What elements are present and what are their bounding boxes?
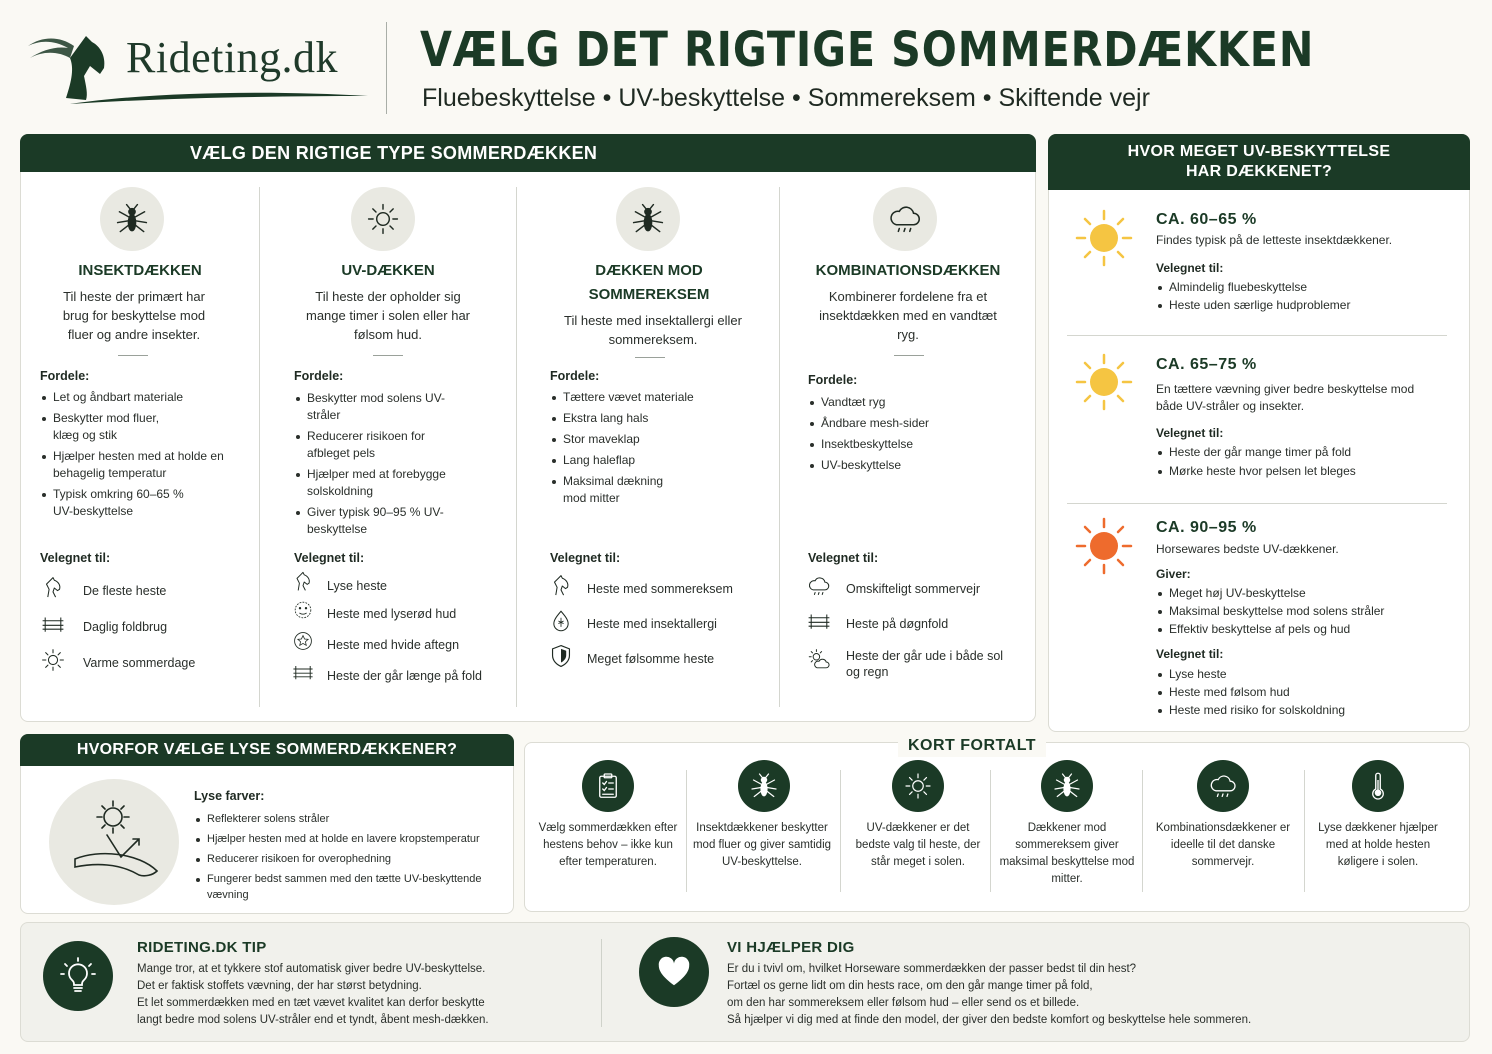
logo-swoosh — [70, 88, 370, 108]
horse-head-icon — [40, 575, 66, 601]
type-column-insect — [21, 187, 259, 707]
horse-head-icon — [291, 570, 315, 594]
page-title: VÆLG DET RIGTIGE SOMMERDÆKKEN — [420, 22, 1315, 78]
advantages-label: Fordele: — [550, 369, 600, 383]
column-divider — [990, 770, 991, 892]
help-heading: VI HJÆLPER DIG — [727, 939, 855, 956]
suitable-label: Velegnet til: — [550, 551, 621, 565]
gives-label: Giver: — [1156, 567, 1191, 581]
why-list — [194, 811, 504, 907]
summary-item: Kombinationsdækkener er ideelle til det danske sommervejr. — [1155, 822, 1291, 868]
column-divider — [686, 770, 687, 892]
suitable-item: Omskifteligt sommervejr — [846, 582, 981, 596]
tip-text — [137, 961, 557, 1029]
page-subtitle: Fluebeskyttelse • UV-beskyttelse • Sommereksem • Skiftende vejr — [422, 84, 1150, 112]
sensitive-skin-icon — [291, 598, 315, 622]
uv-level-desc: En tættere vævning giver bedre beskyttelse mod både UV-stråler og insekter. — [1156, 382, 1415, 413]
help-text — [727, 961, 1457, 1029]
cloud-rain-icon — [1197, 760, 1249, 812]
types-banner: VÆLG DEN RIGTIGE TYPE SOMMERDÆKKEN — [20, 134, 1036, 172]
suitable-item: De fleste heste — [83, 584, 167, 598]
sun-icon — [40, 647, 66, 673]
suitable-item: Heste med insektallergi — [587, 617, 717, 631]
uv-level-heading: CA. 90–95 % — [1156, 519, 1257, 536]
suitable-item: Lyse heste — [327, 579, 387, 593]
help-line: Er du i tvivl om, hvilket Horseware sommerdækken der passer bedst til din hest? — [727, 963, 1137, 975]
list-item: Effektiv beskyttelse af pels og hud — [1156, 621, 1456, 638]
suitable-item: Heste med hvide aftegn — [327, 638, 460, 652]
help-line: Fortæl os gerne lidt om din hests race, om den går mange timer på fold, — [727, 980, 1093, 992]
suitable-label: Velegnet til: — [808, 551, 879, 565]
checklist-icon — [582, 760, 634, 812]
uv-level-desc: Horsewares bedste UV-dækkener. — [1156, 542, 1339, 556]
sun-icon — [351, 187, 415, 251]
suitable-item: Heste der går længe på fold — [327, 669, 482, 683]
list-item: Beskytter mod fluer, klæg og stik — [40, 410, 165, 444]
list-item: Tættere vævet materiale — [550, 389, 730, 406]
fly-icon — [616, 187, 680, 251]
summary-item: Insektdækkener beskytter mod fluer og giver samtidig UV-beskyttelse. — [692, 822, 832, 868]
list-item: Stor maveklap — [550, 431, 730, 448]
list-item: Reducerer risikoen for afbleget pels — [294, 428, 459, 462]
sun-yellow-icon — [1073, 351, 1135, 413]
type-column-combination — [780, 187, 1036, 707]
suitable-label: Velegnet til: — [40, 551, 111, 565]
type-column-uv — [260, 187, 516, 707]
summary-title: KORT FORTALT — [898, 735, 1046, 757]
suitable-item: Heste der går ude i både sol og regn — [846, 649, 1004, 679]
why-banner: HVORFOR VÆLGE LYSE SOMMERDÆKKENER? — [20, 734, 514, 766]
list-item: Hjælper med at forebygge solskoldning — [294, 466, 459, 500]
uv-protection-card — [1048, 134, 1470, 732]
suitable-item: Heste med sommereksem — [587, 582, 733, 596]
bottom-panel — [20, 922, 1470, 1042]
column-divider — [1304, 770, 1305, 892]
divider — [1067, 335, 1447, 336]
divider — [1067, 503, 1447, 504]
uv-level-desc: Findes typisk på de letteste insektdækkener. — [1156, 233, 1393, 247]
list-item: Heste uden særlige hudproblemer — [1156, 297, 1446, 314]
uv-banner-line: HVOR MEGET UV-BESKYTTELSE — [1127, 143, 1391, 160]
divider — [894, 355, 924, 356]
reflection-illustration — [49, 779, 179, 905]
advantages-label: Fordele: — [294, 369, 344, 383]
sun-icon — [892, 760, 944, 812]
types-card — [20, 134, 1036, 722]
suitable-item: Varme sommerdage — [83, 656, 196, 670]
tip-heading: RIDETING.DK TIP — [137, 939, 267, 956]
list-item: Heste med risiko for solskoldning — [1156, 702, 1456, 719]
sun-yellow-icon — [1073, 207, 1135, 269]
fly-icon — [1041, 760, 1093, 812]
list-item: Heste med følsom hud — [1156, 684, 1456, 701]
uv-suitable-list — [1156, 279, 1446, 318]
advantages-list — [550, 389, 730, 511]
type-title: DÆKKEN MOD SOMMEREKSEM — [588, 262, 710, 303]
type-desc: Til heste med insektallergi eller sommereksem. — [564, 313, 742, 347]
fly-icon — [738, 760, 790, 812]
summary-item: Lyse dækkener hjælper med at holde hesten køligere i solen. — [1318, 822, 1438, 868]
list-item: Vandtæt ryg — [808, 394, 988, 411]
uv-level-heading: CA. 60–65 % — [1156, 211, 1257, 228]
cloud-rain-icon — [806, 573, 832, 599]
uv-suitable-list — [1156, 666, 1456, 723]
list-item: Meget høj UV-beskyttelse — [1156, 585, 1456, 602]
uv-suitable-list — [1156, 444, 1446, 484]
list-item: Almindelig fluebeskyttelse — [1156, 279, 1446, 296]
lightbulb-icon — [43, 941, 113, 1011]
list-item: Reducerer risikoen for overophedning — [194, 851, 504, 867]
star-marking-icon — [291, 629, 315, 653]
column-divider — [840, 770, 841, 892]
why-light-blankets-card — [20, 734, 514, 914]
uv-level-heading: CA. 65–75 % — [1156, 356, 1257, 373]
logo[interactable] — [26, 24, 366, 110]
shield-icon — [548, 643, 574, 669]
tip-line: Mange tror, at et tykkere stof automatisk giver bedre UV-beskyttelse. — [137, 963, 486, 975]
suitable-label: Velegnet til: — [294, 551, 365, 565]
suitable-label: Velegnet til: — [1156, 261, 1224, 275]
suitable-label: Velegnet til: — [1156, 647, 1224, 661]
fence-icon — [806, 608, 832, 634]
type-desc: Til heste der primært har brug for beskyttelse mod fluer og andre insekter. — [62, 289, 206, 342]
list-item: Hjælper hesten med at holde en lavere kropstemperatur — [194, 831, 504, 847]
help-line: Så hjælper vi dig med at finde den model, der giver den bedste komfort og beskyttelse hele sommeren. — [727, 1014, 1252, 1026]
list-item: Heste der går mange timer på fold — [1156, 444, 1446, 461]
allergy-icon — [548, 608, 574, 634]
type-title: INSEKTDÆKKEN — [78, 262, 202, 279]
divider — [635, 357, 665, 358]
sun-cloud-icon — [806, 647, 832, 673]
list-item: Lang haleflap — [550, 452, 730, 469]
list-item: Beskytter mod solens UV-stråler — [294, 390, 459, 424]
type-desc: Til heste der opholder sig mange timer i solen eller har følsom hud. — [305, 289, 471, 342]
advantages-list — [808, 394, 988, 478]
list-item: Ekstra lang hals — [550, 410, 730, 427]
summary-item: Dækkener mod sommereksem giver maksimal beskyttelse mod mitter. — [999, 822, 1135, 885]
logo-text: Rideting.dk — [126, 33, 339, 82]
list-item: Mørke heste hvor pelsen let bleges — [1156, 463, 1446, 480]
help-line: om den har sommereksem eller følsom hud – eller send os et billede. — [727, 997, 1080, 1009]
divider — [118, 355, 148, 356]
tip-line: Det er faktisk stoffets vævning, der har størst betydning. — [137, 980, 422, 992]
sun-reflection-icon — [49, 779, 179, 905]
summary-item: UV-dækkener er det bedste valg til heste, der står meget i solen. — [855, 822, 981, 868]
summary-item: Vælg sommerdækken efter hestens behov – ikke kun efter temperaturen. — [538, 822, 678, 868]
suitable-item: Meget følsomme heste — [587, 652, 715, 666]
suitable-item: Heste på døgnfold — [846, 617, 949, 631]
type-title: KOMBINATIONSDÆKKEN — [815, 262, 1001, 279]
sun-orange-icon — [1073, 515, 1135, 577]
light-colors-label: Lyse farver: — [194, 789, 265, 803]
advantages-list — [40, 389, 240, 524]
suitable-item: Daglig foldbrug — [83, 620, 168, 634]
divider — [601, 939, 602, 1027]
fence-icon — [291, 660, 315, 684]
list-item: Hjælper hesten med at holde en behagelig temperatur — [40, 448, 240, 482]
tip-line: langt bedre mod solens UV-stråler end et tyndt, åbent mesh-dækken. — [137, 1014, 489, 1026]
advantages-label: Fordele: — [808, 373, 858, 387]
thermometer-icon — [1352, 760, 1404, 812]
type-column-eczema — [517, 187, 779, 707]
list-item: Maksimal dækning mod mitter — [550, 473, 675, 507]
list-item: Maksimal beskyttelse mod solens stråler — [1156, 603, 1456, 620]
type-title: UV-DÆKKEN — [341, 262, 435, 279]
type-desc: Kombinerer fordelene fra et insektdækken med en vandtæt ryg. — [819, 289, 997, 342]
uv-banner-line: HAR DÆKKENET? — [1185, 163, 1333, 180]
list-item: Fungerer bedst sammen med den tætte UV-beskyttende vævning — [194, 871, 504, 903]
list-item: Let og åndbart materiale — [40, 389, 240, 406]
list-item: Insektbeskyttelse — [808, 436, 988, 453]
list-item: Giver typisk 90–95 % UV-beskyttelse — [294, 504, 459, 538]
suitable-label: Velegnet til: — [1156, 426, 1224, 440]
advantages-label: Fordele: — [40, 369, 90, 383]
column-divider — [1142, 770, 1143, 892]
uv-banner — [1048, 134, 1470, 190]
uv-gives-list — [1156, 585, 1456, 642]
fence-icon — [40, 611, 66, 637]
fly-icon — [100, 187, 164, 251]
cloud-rain-icon — [873, 187, 937, 251]
heart-icon — [639, 937, 709, 1007]
horse-head-icon — [548, 573, 574, 599]
suitable-item: Heste med lyserød hud — [327, 607, 457, 621]
list-item: Typisk omkring 60–65 % UV-beskyttelse — [40, 486, 205, 520]
divider — [373, 355, 403, 356]
list-item: Reflekterer solens stråler — [194, 811, 504, 827]
list-item: Lyse heste — [1156, 666, 1456, 683]
tip-line: Et let sommerdækken med en tæt vævet kvalitet kan derfor beskytte — [137, 997, 485, 1009]
list-item: UV-beskyttelse — [808, 457, 988, 474]
advantages-list — [294, 390, 459, 542]
header-divider — [386, 22, 387, 114]
list-item: Åndbare mesh-sider — [808, 415, 988, 432]
